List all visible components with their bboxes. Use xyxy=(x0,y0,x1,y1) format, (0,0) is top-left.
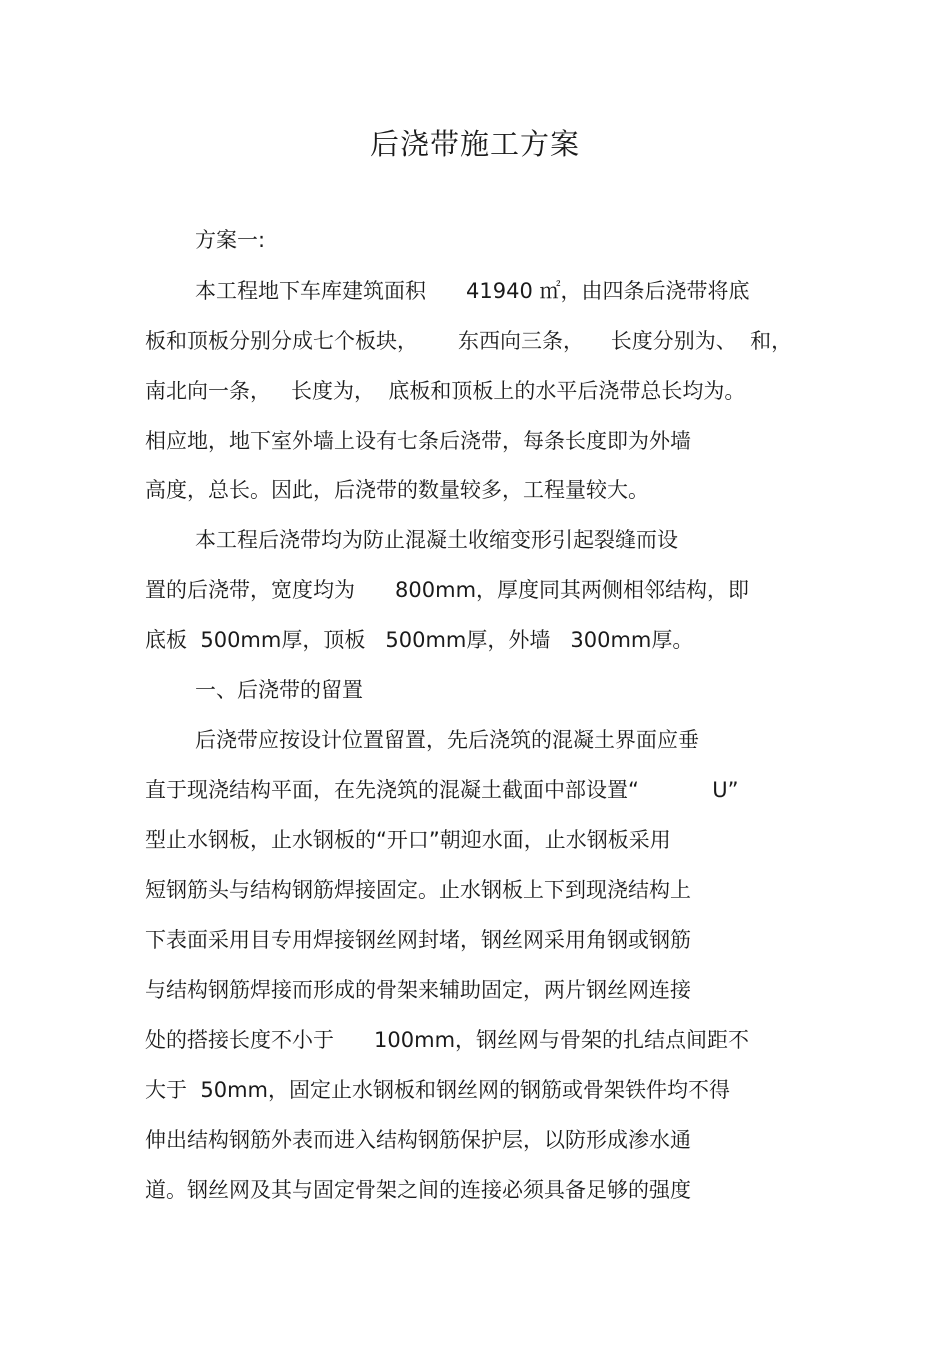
paragraph-line: 短钢筋头与结构钢筋焊接固定。止水钢板上下到现浇结构上 xyxy=(145,878,691,902)
paragraph-line: 本工程后浇带均为防止混凝土收缩变形引起裂缝而设 xyxy=(195,528,678,552)
paragraph-line: 型止水钢板，止水钢板的“开口”朝迎水面，止水钢板采用 xyxy=(145,828,671,852)
paragraph-line: 板和顶板分别分成七个板块， 东西向三条， 长度分别为、 和， xyxy=(145,329,793,353)
document-title: 后浇带施工方案 xyxy=(369,127,580,161)
paragraph-line: 南北向一条， 长度为， 底板和顶板上的水平后浇带总长均为。 xyxy=(145,379,746,403)
paragraph-line: 伸出结构钢筋外表而进入结构钢筋保护层，以防形成渗水通 xyxy=(145,1128,691,1152)
paragraph-line: 置的后浇带，宽度均为 800mm，厚度同其两侧相邻结构，即 xyxy=(145,578,750,602)
paragraph-line: 高度，总长。因此，后浇带的数量较多，工程量较大。 xyxy=(145,478,649,502)
paragraph-line: 方案一: xyxy=(195,228,266,252)
paragraph-line: 后浇带应按设计位置留置，先后浇筑的混凝土界面应垂 xyxy=(195,728,699,752)
section-heading: 一、后浇带的留置 xyxy=(195,678,363,702)
paragraph-line: 相应地，地下室外墙上设有七条后浇带，每条长度即为外墙 xyxy=(145,429,691,453)
paragraph-line: 下表面采用目专用焊接钢丝网封堵，钢丝网采用角钢或钢筋 xyxy=(145,928,691,952)
paragraph-line: 直于现浇结构平面，在先浇筑的混凝土截面中部设置“ U” xyxy=(145,778,739,802)
paragraph-line: 本工程地下车库建筑面积 41940 ㎡，由四条后浇带将底 xyxy=(195,279,750,303)
paragraph-line: 大于 50mm，固定止水钢板和钢丝网的钢筋或骨架铁件均不得 xyxy=(145,1078,730,1102)
paragraph-line: 处的搭接长度不小于 100mm，钢丝网与骨架的扎结点间距不 xyxy=(145,1028,750,1052)
paragraph-line: 与结构钢筋焊接而形成的骨架来辅助固定，两片钢丝网连接 xyxy=(145,978,691,1002)
paragraph-line: 道。钢丝网及其与固定骨架之间的连接必须具备足够的强度 xyxy=(145,1178,691,1202)
paragraph-line: 底板 500mm厚，顶板 500mm厚，外墙 300mm厚。 xyxy=(145,628,694,652)
